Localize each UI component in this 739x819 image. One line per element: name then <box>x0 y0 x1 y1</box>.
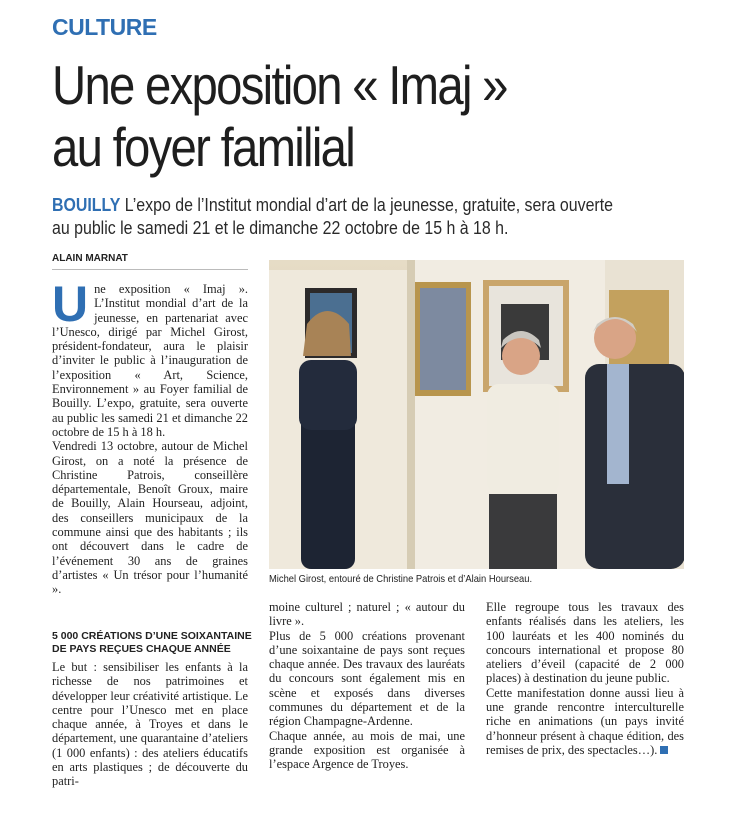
column-3 <box>486 600 684 757</box>
paragraph-works: Elle regroupe tous les travaux des enfants réalisés dans les ateliers, les 100 lauréats et les 400 nominés du concours international et propose 80 ateliers d’éveil (capacité de 2 000 places) à destination du jeune public. <box>486 600 684 686</box>
column-2 <box>269 600 465 772</box>
paragraph-heritage: moine culturel ; naturel ; « autour du livre ». <box>269 600 465 629</box>
paragraph-goal: Le but : sensibiliser les enfants à la richesse de nos patrimoines et développer leur créativité artistique. Le centre pour l’Unesco met en place chaque année, à Troyes et dans le département, une quarantaine d’ateliers (1 000 enfants) : des ateliers éducatifs en arts plastiques ; de découverte du patri- <box>52 660 248 789</box>
byline: ALAIN MARNAT <box>52 253 248 270</box>
dropcap: U <box>52 276 89 332</box>
headline-line-2: au foyer familial <box>52 116 355 178</box>
paragraph-event <box>486 686 684 757</box>
headline-line-1: Une exposition « Imaj » <box>52 54 507 116</box>
chapo-text-line-2: au public le samedi 21 et le dimanche 22 octobre de 15 h à 18 h. <box>52 217 509 238</box>
chapo-text-line-1: L’expo de l’Institut mondial d’art de la jeunesse, gratuite, sera ouverte <box>124 194 614 215</box>
chapo-keyword: BOUILLY <box>52 194 121 215</box>
paragraph-visit: Vendredi 13 octobre, autour de Michel Girost, on a noté la présence de Christine Patrois, conseillère départementale, Benoît Groux, maire de Bouilly, Alain Hourseau, adjoint, des conseillers municipaux de la commune ainsi que des habitants ; ils ont découvert dans le cadre de l’événement 30 ans de graines d’artistes « Un trésor pour l’humanité ». <box>52 439 248 597</box>
photo-illustration <box>269 260 684 569</box>
column-1 <box>52 276 248 597</box>
paragraph-intro-text: ne exposition « Imaj ». L’Institut mondial d’art de la jeunesse, en partenariat avec l’Unesco, dirigé par Michel Girost, président-fondateur, aura le plaisir d’inviter le public à l’inauguration de l’exposition « Art, Science, Environnement » au Foyer familial de Bouilly. L’expo, gratuite, sera ouverte au public les samedi 21 et dimanche 22 octobre de 15 h à 18 h. <box>52 282 248 439</box>
subheading: 5 000 CRÉATIONS D’UNE SOIXANTAINE DE PAYS REÇUES CHAQUE ANNÉE <box>52 630 252 655</box>
paragraph-event-text: Cette manifestation donne aussi lieu à une grande rencontre interculturelle riche en animations (un pays invité d’honneur présent à chaque édition, des remises de prix, des spectacles…). <box>486 685 684 757</box>
section-rubric: CULTURE <box>52 14 157 40</box>
paragraph-intro <box>52 276 248 439</box>
paragraph-creations: Plus de 5 000 créations provenant d’une soixantaine de pays sont reçues chaque année. Des travaux des lauréats du concours sont également mis en scène et exposés dans diverses communes du département et de la région Champagne-Ardenne. <box>269 628 465 729</box>
headline <box>52 54 628 178</box>
end-mark <box>660 746 668 754</box>
column-1-bottom <box>52 660 248 789</box>
chapo <box>52 193 637 239</box>
photo-caption: Michel Girost, entouré de Christine Patrois et d’Alain Hourseau. <box>269 574 533 585</box>
article-photo <box>269 260 684 569</box>
paragraph-exhibition: Chaque année, au mois de mai, une grande exposition est organisée à l’espace Argence de Troyes. <box>269 728 465 772</box>
